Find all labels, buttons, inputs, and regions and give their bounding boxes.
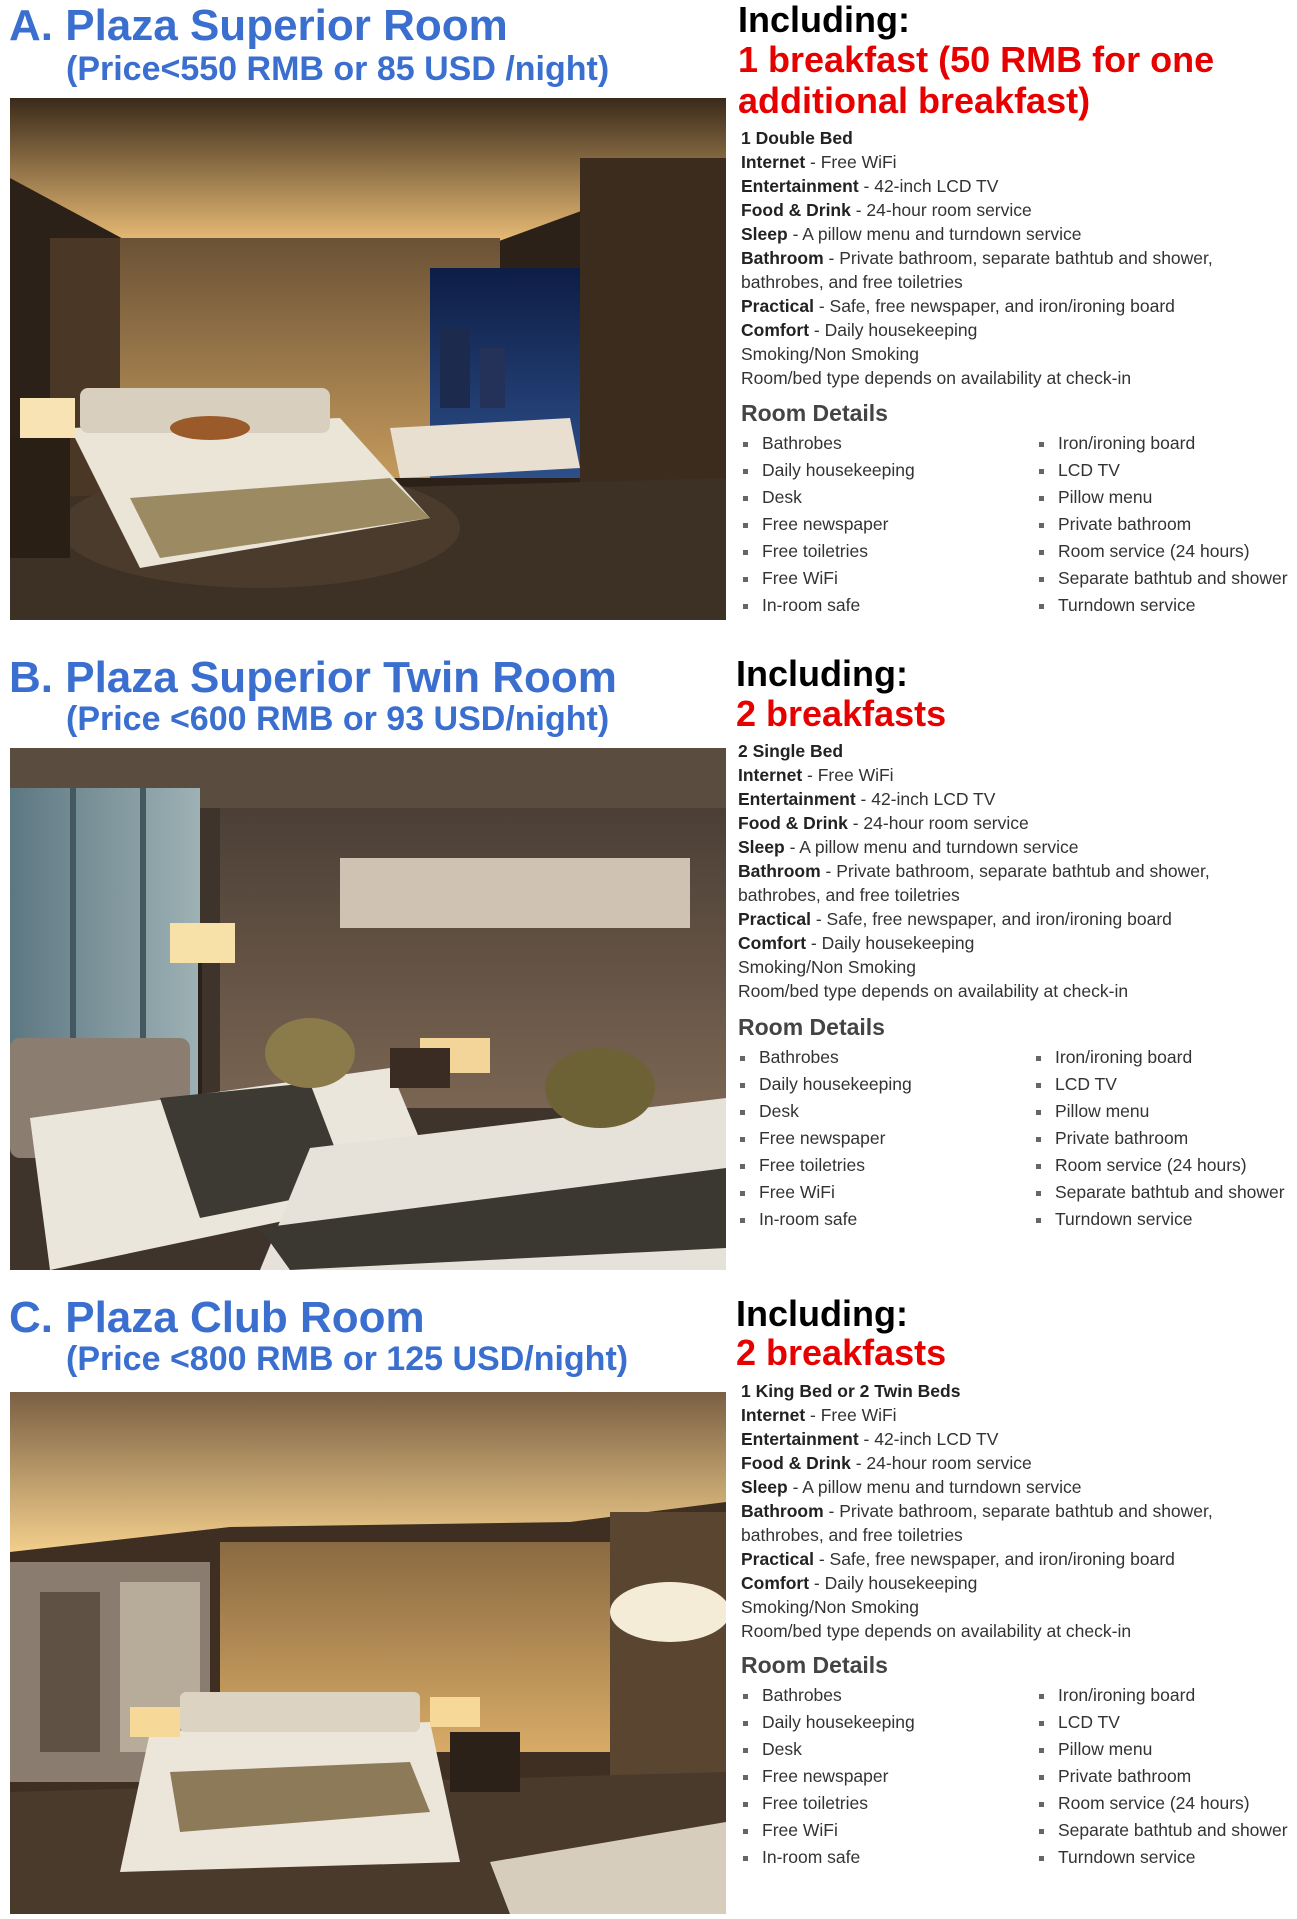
list-item: Desk	[740, 484, 1030, 511]
list-item: Pillow menu	[1033, 1098, 1293, 1125]
smoking-note: Smoking/Non Smoking	[741, 344, 919, 364]
room-photo	[10, 1392, 726, 1914]
room-section-b	[0, 650, 1297, 1280]
list-item: Separate bathtub and shower	[1036, 565, 1296, 592]
list-item: Free newspaper	[740, 1763, 1030, 1790]
fact-value: - Free WiFi	[805, 1405, 897, 1425]
list-item: Free WiFi	[740, 565, 1030, 592]
fact-value: - Daily housekeeping	[806, 933, 975, 953]
fact-value: - A pillow menu and turndown service	[784, 837, 1079, 857]
fact-value: - Daily housekeeping	[809, 320, 978, 340]
room-c-illustration	[10, 1392, 726, 1914]
list-item: Room service (24 hours)	[1036, 538, 1296, 565]
room-details-list-right	[1036, 1682, 1296, 1871]
list-item: Free WiFi	[740, 1817, 1030, 1844]
list-item: Free newspaper	[740, 511, 1030, 538]
fact-key: Bathroom	[741, 248, 824, 268]
room-price: (Price<550 RMB or 85 USD /night)	[66, 50, 610, 88]
including-label: Including:	[736, 1293, 908, 1334]
list-item: Daily housekeeping	[740, 1709, 1030, 1736]
list-item: In-room safe	[740, 1844, 1030, 1871]
list-item: LCD TV	[1033, 1071, 1293, 1098]
list-item: Desk	[737, 1098, 1027, 1125]
fact-value: - Private bathroom, separate bathtub and shower, bathrobes, and free toiletries	[738, 861, 1210, 905]
fact-value: - Safe, free newspaper, and iron/ironing board	[810, 909, 1172, 929]
bed-type: 1 Double Bed	[741, 128, 853, 148]
availability-note: Room/bed type depends on availability at check-in	[738, 981, 1129, 1001]
fact-value: - A pillow menu and turndown service	[787, 1477, 1082, 1497]
list-item: Desk	[740, 1736, 1030, 1763]
list-item: Separate bathtub and shower	[1036, 1817, 1296, 1844]
room-price: (Price <600 RMB or 93 USD/night)	[66, 700, 610, 738]
list-item: Room service (24 hours)	[1033, 1152, 1293, 1179]
fact-key: Comfort	[741, 320, 810, 340]
list-item: LCD TV	[1036, 1709, 1296, 1736]
breakfast-info: 1 breakfast (50 RMB for one additional breakfast)	[738, 39, 1215, 121]
fact-value: - 24-hour room service	[847, 813, 1029, 833]
fact-key: Entertainment	[741, 1429, 859, 1449]
room-a-illustration	[10, 98, 726, 620]
list-item: Daily housekeeping	[737, 1071, 1027, 1098]
smoking-note: Smoking/Non Smoking	[741, 1597, 919, 1617]
including-label: Including:	[736, 653, 908, 694]
fact-key: Internet	[738, 765, 803, 785]
fact-value: - Private bathroom, separate bathtub and shower, bathrobes, and free toiletries	[741, 1501, 1213, 1545]
availability-note: Room/bed type depends on availability at check-in	[741, 1621, 1132, 1641]
fact-key: Sleep	[741, 1477, 788, 1497]
room-price: (Price <800 RMB or 125 USD/night)	[66, 1340, 629, 1378]
list-item: Bathrobes	[740, 1682, 1030, 1709]
room-title: B. Plaza Superior Twin Room	[9, 653, 617, 702]
list-item: Iron/ironing board	[1036, 430, 1296, 457]
breakfast-info: 2 breakfasts	[736, 1332, 947, 1373]
list-item: Free toiletries	[740, 538, 1030, 565]
list-item: Daily housekeeping	[740, 457, 1030, 484]
fact-value: - Free WiFi	[805, 152, 897, 172]
list-item: In-room safe	[740, 592, 1030, 619]
list-item: Free WiFi	[737, 1179, 1027, 1206]
list-item: Private bathroom	[1033, 1125, 1293, 1152]
including-label: Including:	[738, 0, 910, 40]
list-item: Free toiletries	[737, 1152, 1027, 1179]
list-item: Free newspaper	[737, 1125, 1027, 1152]
breakfast-info: 2 breakfasts	[736, 693, 947, 734]
list-item: Free toiletries	[740, 1790, 1030, 1817]
list-item: In-room safe	[737, 1206, 1027, 1233]
list-item: Turndown service	[1036, 592, 1296, 619]
room-title: C. Plaza Club Room	[9, 1293, 425, 1342]
fact-key: Practical	[738, 909, 811, 929]
room-facts	[741, 1379, 1241, 1643]
list-item: LCD TV	[1036, 457, 1296, 484]
fact-value: - Daily housekeeping	[809, 1573, 978, 1593]
list-item: Pillow menu	[1036, 1736, 1296, 1763]
fact-key: Comfort	[741, 1573, 810, 1593]
fact-value: - Free WiFi	[802, 765, 894, 785]
list-item: Private bathroom	[1036, 511, 1296, 538]
fact-value: - Safe, free newspaper, and iron/ironing board	[813, 296, 1175, 316]
list-item: Turndown service	[1036, 1844, 1296, 1871]
fact-key: Food & Drink	[738, 813, 848, 833]
fact-key: Bathroom	[741, 1501, 824, 1521]
fact-value: - A pillow menu and turndown service	[787, 224, 1082, 244]
fact-key: Internet	[741, 1405, 806, 1425]
room-title: A. Plaza Superior Room	[9, 1, 508, 50]
fact-key: Entertainment	[738, 789, 856, 809]
fact-value: - Private bathroom, separate bathtub and shower, bathrobes, and free toiletries	[741, 248, 1213, 292]
list-item: Bathrobes	[740, 430, 1030, 457]
room-details-list-left	[737, 1044, 1027, 1233]
availability-note: Room/bed type depends on availability at check-in	[741, 368, 1132, 388]
fact-value: - 42-inch LCD TV	[858, 1429, 999, 1449]
room-details-heading: Room Details	[738, 1014, 885, 1040]
list-item: Private bathroom	[1036, 1763, 1296, 1790]
room-b-illustration	[10, 748, 726, 1270]
list-item: Iron/ironing board	[1036, 1682, 1296, 1709]
room-details-list-left	[740, 430, 1030, 619]
fact-key: Food & Drink	[741, 200, 851, 220]
list-item: Iron/ironing board	[1033, 1044, 1293, 1071]
fact-value: - 24-hour room service	[850, 200, 1032, 220]
list-item: Turndown service	[1033, 1206, 1293, 1233]
room-facts	[741, 126, 1241, 390]
fact-key: Practical	[741, 296, 814, 316]
fact-key: Sleep	[741, 224, 788, 244]
room-details-list-left	[740, 1682, 1030, 1871]
fact-key: Practical	[741, 1549, 814, 1569]
room-facts	[738, 739, 1238, 1003]
fact-key: Entertainment	[741, 176, 859, 196]
list-item: Room service (24 hours)	[1036, 1790, 1296, 1817]
room-details-list-right	[1036, 430, 1296, 619]
fact-value: - Safe, free newspaper, and iron/ironing board	[813, 1549, 1175, 1569]
fact-value: - 42-inch LCD TV	[858, 176, 999, 196]
room-photo	[10, 748, 726, 1270]
bed-type: 2 Single Bed	[738, 741, 844, 761]
room-details-list-right	[1033, 1044, 1293, 1233]
fact-key: Internet	[741, 152, 806, 172]
fact-value: - 24-hour room service	[850, 1453, 1032, 1473]
smoking-note: Smoking/Non Smoking	[738, 957, 916, 977]
room-photo	[10, 98, 726, 620]
list-item: Separate bathtub and shower	[1033, 1179, 1293, 1206]
fact-key: Sleep	[738, 837, 785, 857]
fact-value: - 42-inch LCD TV	[855, 789, 996, 809]
fact-key: Comfort	[738, 933, 807, 953]
room-details-heading: Room Details	[741, 400, 888, 426]
fact-key: Food & Drink	[741, 1453, 851, 1473]
bed-type: 1 King Bed or 2 Twin Beds	[741, 1381, 961, 1401]
room-section-a	[0, 0, 1297, 630]
list-item: Pillow menu	[1036, 484, 1296, 511]
list-item: Bathrobes	[737, 1044, 1027, 1071]
room-details-heading: Room Details	[741, 1652, 888, 1678]
room-section-c	[0, 1294, 1297, 1919]
fact-key: Bathroom	[738, 861, 821, 881]
